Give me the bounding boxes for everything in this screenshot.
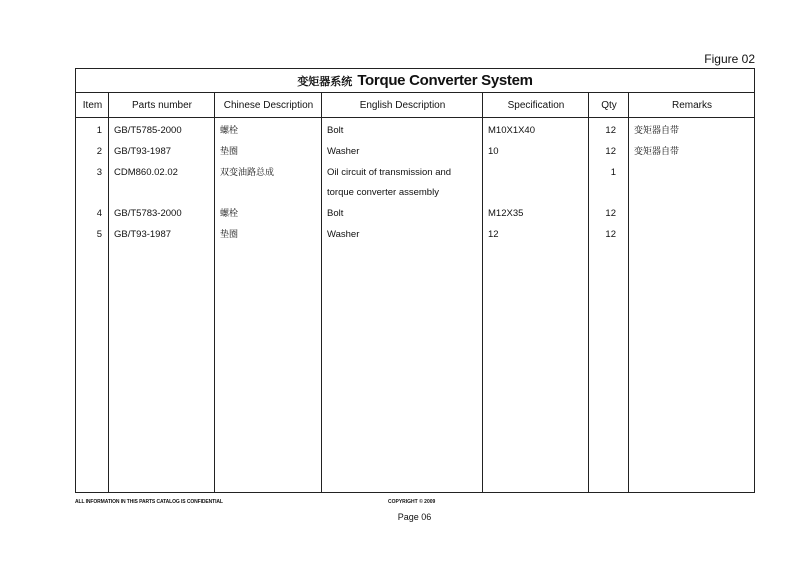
row-2-item: 2 (96, 146, 102, 157)
row-4-specification: M12X35 (488, 208, 524, 219)
col-header-item: Item (82, 99, 103, 111)
row-3-qty: 1 (610, 167, 616, 178)
col-header-qty: Qty (601, 99, 617, 111)
row-4-qty: 12 (605, 208, 616, 219)
row-1-english: Bolt (327, 125, 344, 136)
column-divider (108, 93, 109, 492)
row-1-parts-number: GB/T5785-2000 (114, 125, 182, 136)
column-divider (214, 93, 215, 492)
row-5-chinese: 垫圈 (220, 230, 239, 240)
row-3-english-line-1: Oil circuit of transmission and (327, 167, 452, 178)
row-1-specification: M10X1X40 (488, 125, 536, 136)
row-1-item: 1 (96, 125, 102, 136)
title-english: Torque Converter System (357, 72, 533, 89)
column-divider (321, 93, 322, 492)
title-chinese: 变矩器系统 (297, 74, 353, 88)
row-1-chinese: 螺栓 (220, 126, 239, 136)
row-1-qty: 12 (605, 125, 616, 136)
row-2-parts-number: GB/T93-1987 (114, 146, 172, 157)
copyright-notice: COPYRIGHT © 2009 (388, 499, 436, 505)
confidential-notice: ALL INFORMATION IN THIS PARTS CATALOG IS CONFIDENTIAL (75, 499, 223, 505)
row-2-qty: 12 (605, 146, 616, 157)
row-5-specification: 12 (488, 229, 499, 240)
figure-label: Figure 02 (704, 52, 755, 66)
column-divider (628, 93, 629, 492)
row-2-chinese: 垫圈 (220, 147, 239, 157)
row-5-qty: 12 (605, 229, 616, 240)
row-3-item: 3 (96, 167, 102, 178)
row-1-remarks: 变矩器自带 (634, 126, 680, 136)
table-title (76, 69, 754, 93)
row-5-parts-number: GB/T93-1987 (114, 229, 172, 240)
row-3-english-line-2: torque converter assembly (327, 187, 439, 198)
row-3-chinese: 双变油路总成 (220, 168, 275, 178)
col-header-english-description: English Description (359, 99, 446, 111)
row-2-english: Washer (327, 146, 360, 157)
page-number: Page 06 (397, 512, 432, 522)
row-5-english: Washer (327, 229, 360, 240)
row-4-chinese: 螺栓 (220, 209, 239, 219)
row-5-item: 5 (96, 229, 102, 240)
table-header (76, 93, 754, 118)
row-2-remarks: 变矩器自带 (634, 147, 680, 157)
col-header-parts-number: Parts number (131, 99, 193, 111)
col-header-chinese-description: Chinese Description (223, 99, 314, 111)
col-header-specification: Specification (507, 99, 565, 111)
column-divider (482, 93, 483, 492)
row-4-english: Bolt (327, 208, 344, 219)
row-3-parts-number: CDM860.02.02 (114, 167, 178, 178)
row-2-specification: 10 (488, 146, 499, 157)
row-4-parts-number: GB/T5783-2000 (114, 208, 182, 219)
col-header-remarks: Remarks (671, 99, 712, 111)
row-4-item: 4 (96, 208, 102, 219)
parts-table (75, 68, 755, 493)
